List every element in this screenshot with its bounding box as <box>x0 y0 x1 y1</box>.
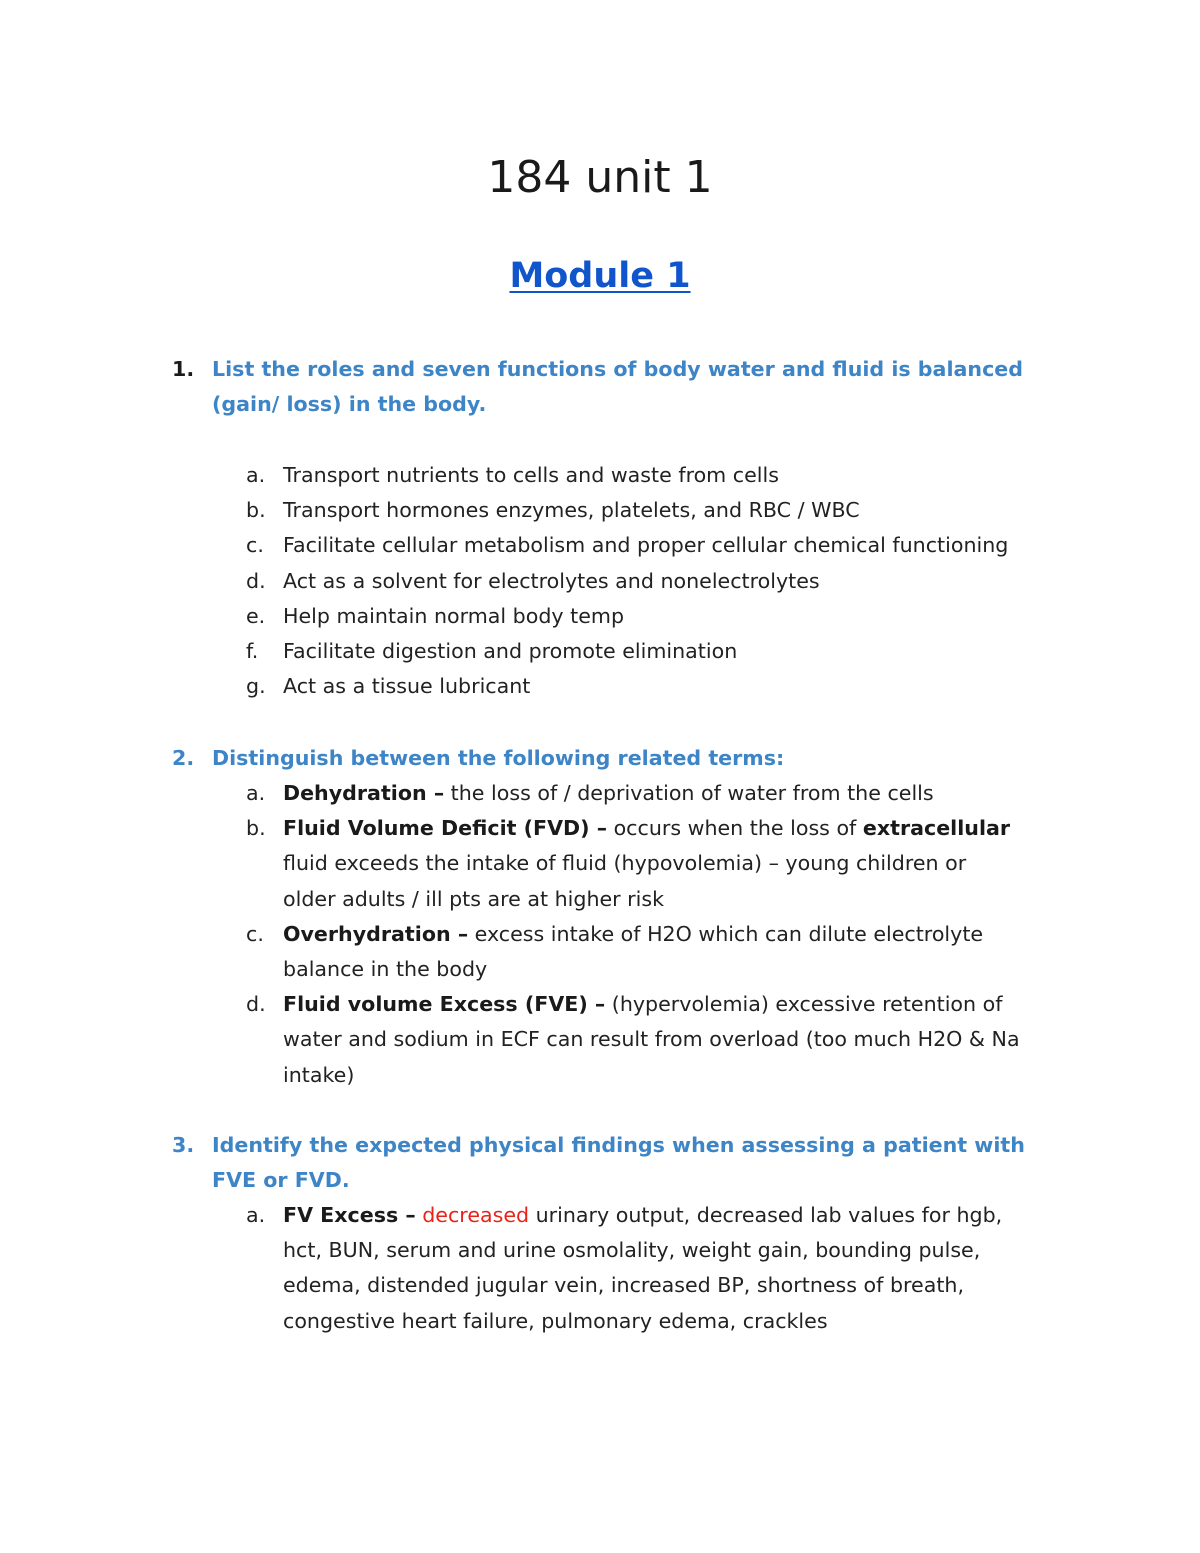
question-3 <box>0 1128 1200 1339</box>
list-item: a. Dehydration – the loss of / deprivation of water from the cells <box>246 781 934 805</box>
list-item: e. Help maintain normal body temp <box>246 603 625 628</box>
list-item: b. Fluid Volume Deficit (FVD) – occurs when the loss of extracellular fluid exceeds the intake of fluid (hypovolemia) – young children or older adults / ill pts are at higher risk <box>246 816 1011 911</box>
question-2-text: 2. Distinguish between the following related terms: <box>0 741 1092 776</box>
module-heading-link[interactable]: Module 1 <box>509 256 691 296</box>
list-item: a. FV Excess – decreased urinary output, decreased lab values for hgb, hct, BUN, serum and urine osmolality, weight gain, bounding pulse, edema, distended jugular vein, increased BP, shortness of breath, congestive heart failure, pulmonary edema, crackles <box>246 1203 1003 1333</box>
question-1 <box>0 352 1200 422</box>
list-item: c. Facilitate cellular metabolism and proper cellular chemical functioning <box>246 533 1009 558</box>
term: Fluid volume Excess (FVE) – <box>283 992 606 1017</box>
question-number: 2. <box>172 746 195 770</box>
term: Overhydration – <box>283 921 469 946</box>
term: Fluid Volume Deficit (FVD) – <box>283 816 608 841</box>
question-1-answers <box>0 458 1200 704</box>
list-item: d. Act as a solvent for electrolytes and nonelectrolytes <box>246 568 820 593</box>
list-item: f. Facilitate digestion and promote elimination <box>246 639 738 664</box>
list-item: a. Transport nutrients to cells and waste from cells <box>246 463 779 487</box>
list-item: b. Transport hormones enzymes, platelets, and RBC / WBC <box>246 498 860 523</box>
question-2 <box>0 741 1200 1093</box>
page-title: 184 unit 1 <box>487 152 713 203</box>
highlighted-word: decreased <box>422 1203 530 1227</box>
question-number: 3. <box>172 1133 195 1157</box>
term: Dehydration – <box>283 781 445 805</box>
question-number: 1. <box>172 357 195 381</box>
term: FV Excess – <box>283 1203 416 1227</box>
question-1-text: 1. List the roles and seven functions of body water and fluid is balanced (gain/ loss) in the body. <box>0 352 1092 422</box>
question-3-text: 3. Identify the expected physical findings when assessing a patient with FVE or FVD. <box>0 1128 1092 1198</box>
list-item: c. Overhydration – excess intake of H2O which can dilute electrolyte balance in the body <box>246 921 984 982</box>
list-item: g. Act as a tissue lubricant <box>246 674 531 699</box>
list-item: d. Fluid volume Excess (FVE) – (hypervolemia) excessive retention of water and sodium in ECF can result from overload (too much H2O & Na intake) <box>246 992 1020 1087</box>
module-heading[interactable] <box>0 250 1200 302</box>
